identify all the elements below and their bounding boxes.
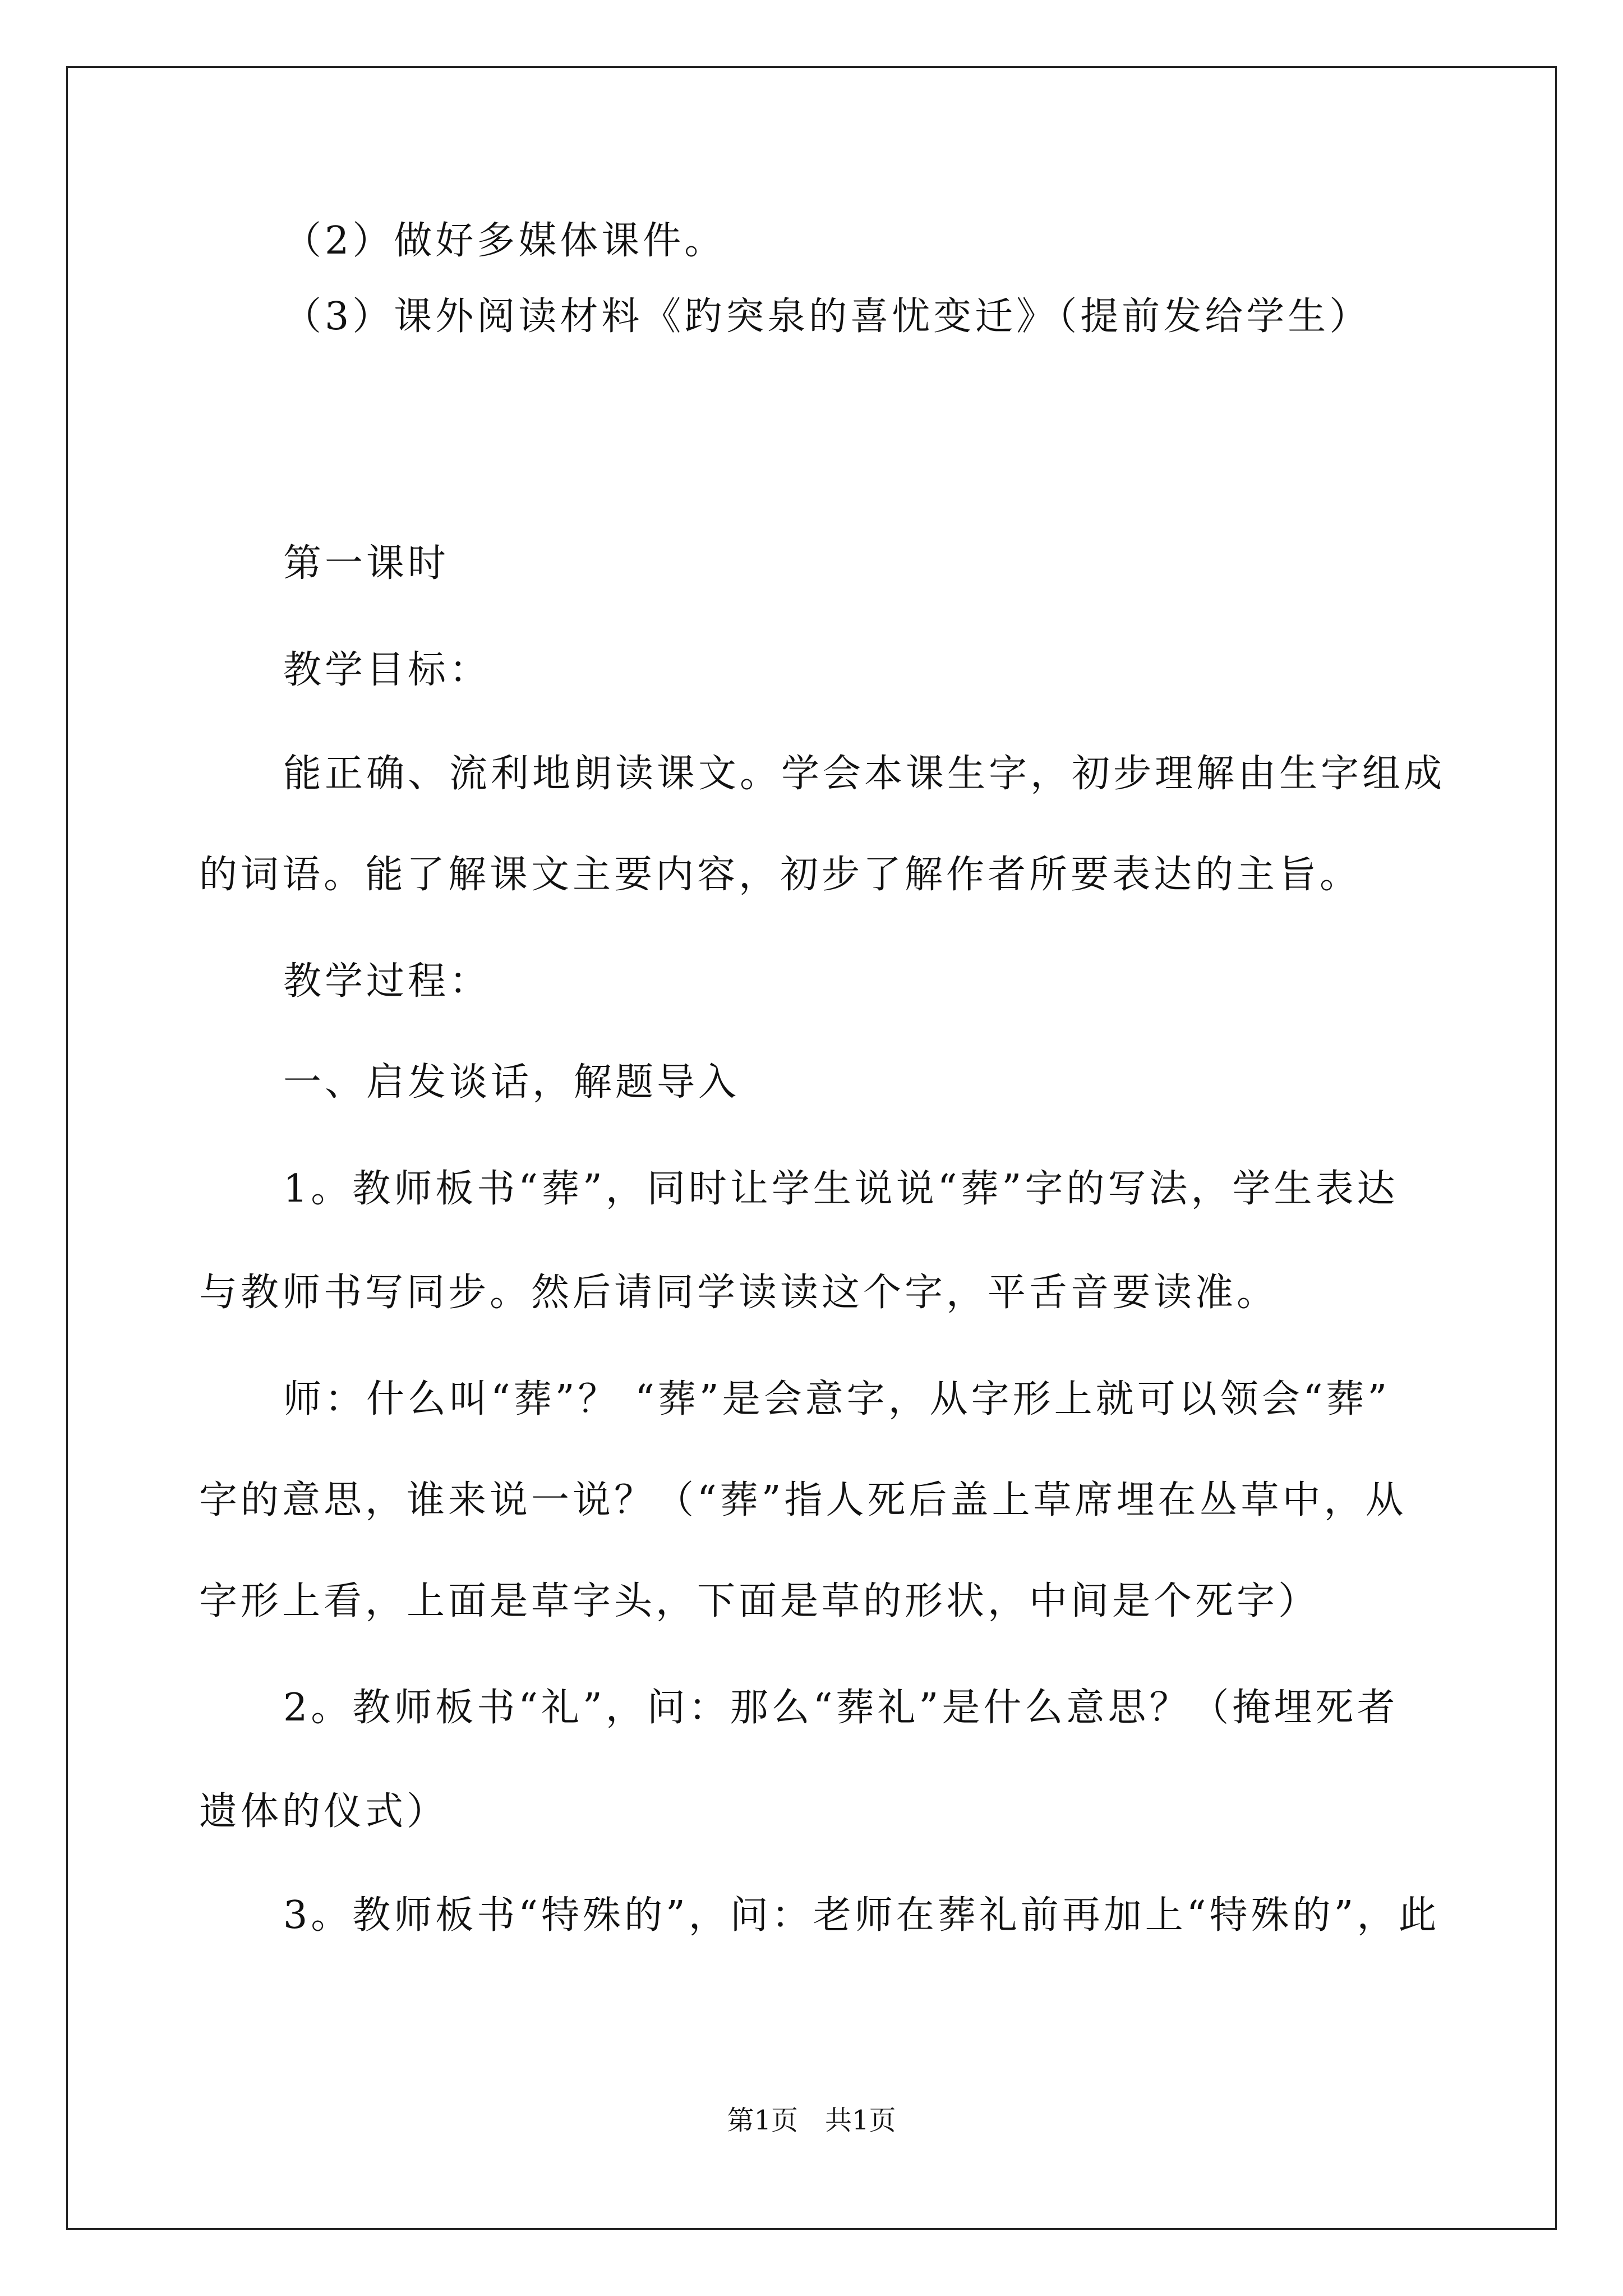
paragraph-line: 的词语。能了解课文主要内容，初步了解作者所要表达的主旨。 [199,853,1362,897]
paragraph-line: 字形上看，上面是草字头，下面是草的形状，中间是个死字） [199,1579,1320,1623]
text-line-2: （3）课外阅读材料《趵突泉的喜忧变迁》（提前发给学生） [283,295,1371,339]
paragraph-line: 1。教师板书“葬”，同时让学生说说“葬”字的写法，学生表达 [283,1167,1399,1211]
paragraph-line: 字的意思，谁来说一说？（“葬”指人死后盖上草席埋在丛草中，从 [199,1478,1407,1522]
paragraph-line: 3。教师板书“特殊的”，问：老师在葬礼前再加上“特殊的”，此 [283,1893,1440,1938]
paragraph-line: 能正确、流利地朗读课文。学会本课生字，初步理解由生字组成 [283,752,1446,796]
paragraph-line: 与教师书写同步。然后请同学读读这个字，平舌音要读准。 [199,1271,1279,1315]
paragraph-line: 师：什么叫“葬”？ “葬”是会意字，从字形上就可以领会“葬” [283,1377,1391,1421]
page-footer: 第1页 共1页 [727,2105,896,2136]
paragraph-line: 遗体的仪式） [199,1789,449,1834]
section-heading-first-lesson: 第一课时 [283,541,450,586]
heading-teaching-objectives: 教学目标： [283,648,491,692]
heading-teaching-process: 教学过程： [283,959,491,1004]
paragraph-line: 2。教师板书“礼”，问：那么“葬礼”是什么意思？（掩埋死者 [283,1686,1399,1730]
heading-step-one: 一、启发谈话，解题导入 [283,1060,740,1105]
text-line-1: （2）做好多媒体课件。 [283,219,726,263]
